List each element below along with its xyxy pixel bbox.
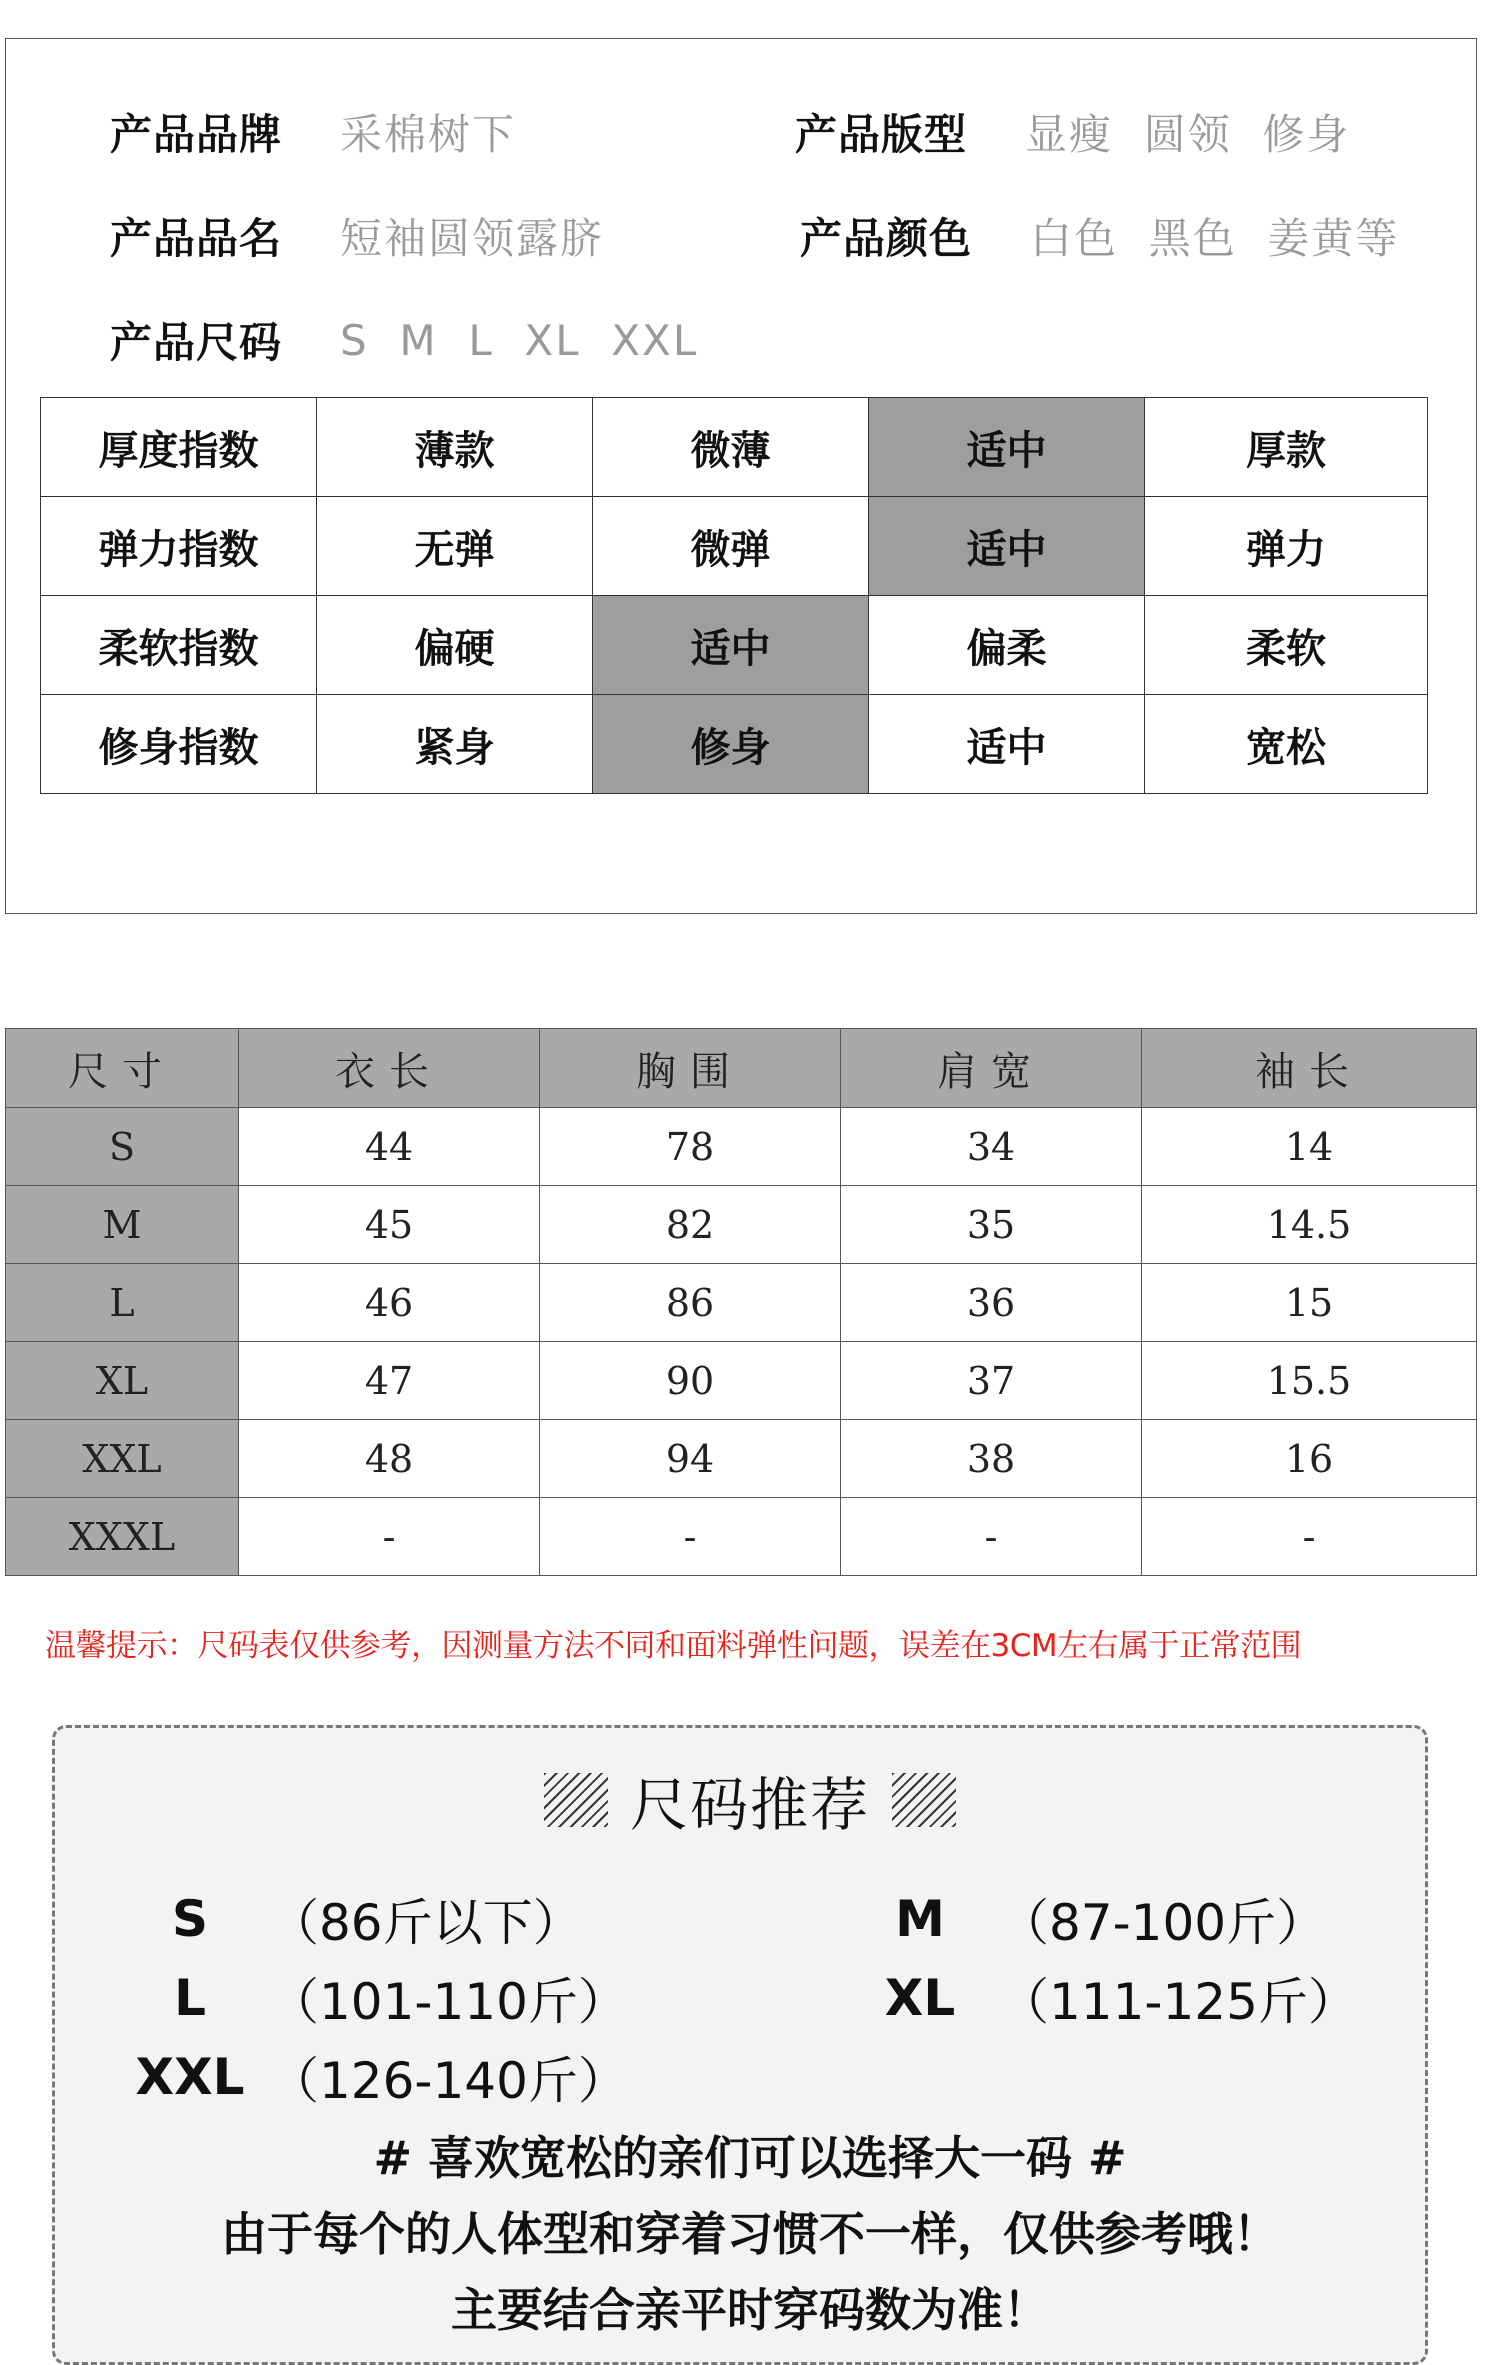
header-length: 衣长 [239,1029,540,1108]
rec-item-xl [855,1967,1358,2029]
size-tip: 温馨提示：尺码表仅供参考，因测量方法不同和面料弹性问题，误差在3CM左右属于正常范围 [45,1628,1302,1664]
size-name-cell: S [6,1108,239,1186]
size-row [6,1342,1477,1420]
measurement-cell: - [540,1498,841,1576]
measurement-cell: 16 [1142,1420,1477,1498]
measurement-cell: - [1142,1498,1477,1576]
recommendation-title-row [0,1760,1500,1840]
rec-size: L [174,1969,206,2027]
attribute-option: 厚款 [1145,398,1428,497]
attribute-row [41,695,1428,794]
fit-label: 产品版型 [795,110,968,159]
name-label: 产品品名 [110,214,283,263]
rec-size: S [171,1890,208,1948]
measurement-cell: 48 [239,1420,540,1498]
brand-row [110,102,516,162]
brand-value: 采棉树下 [340,110,517,159]
rec-item-s [125,1888,583,1950]
rec-range: （126-140斤） [269,2052,628,2110]
size-row [110,310,698,370]
attribute-row [41,497,1428,596]
attribute-table [40,397,1428,794]
attribute-option-selected: 适中 [593,596,869,695]
rec-item-xxl [125,2046,628,2108]
measurement-cell: 15.5 [1142,1342,1477,1420]
rec-size: M [895,1890,945,1948]
attribute-row [41,398,1428,497]
fit-value: 显瘦 圆领 修身 [1025,110,1351,159]
header-size: 尺寸 [6,1029,239,1108]
measurement-cell: - [239,1498,540,1576]
size-name-cell: L [6,1264,239,1342]
measurement-cell: 38 [841,1420,1142,1498]
attribute-option: 薄款 [317,398,593,497]
measurement-cell: 37 [841,1342,1142,1420]
size-label: 产品尺码 [110,318,283,367]
measurement-cell: 94 [540,1420,841,1498]
name-value: 短袖圆领露脐 [340,214,605,263]
measurement-cell: 82 [540,1186,841,1264]
attribute-label: 厚度指数 [41,398,317,497]
size-row [6,1186,1477,1264]
measurement-cell: 78 [540,1108,841,1186]
size-name-cell: XXL [6,1420,239,1498]
attribute-option: 弹力 [1145,497,1428,596]
size-row [6,1108,1477,1186]
color-value: 白色 黑色 姜黄等 [1030,214,1400,263]
name-row [110,206,604,266]
measurement-cell: 44 [239,1108,540,1186]
color-row [800,206,1399,266]
measurement-cell: 14 [1142,1108,1477,1186]
size-chart-header-row [6,1029,1477,1108]
rec-size: XXL [135,2048,245,2106]
size-value: S M L XL XXL [340,315,699,365]
measurement-cell: 47 [239,1342,540,1420]
size-row [6,1420,1477,1498]
rec-range: （87-100斤） [999,1894,1327,1952]
size-name-cell: XL [6,1342,239,1420]
measurement-cell: 36 [841,1264,1142,1342]
measurement-cell: 34 [841,1108,1142,1186]
measurement-cell: 14.5 [1142,1186,1477,1264]
rec-note-loose: # 喜欢宽松的亲们可以选择大一码 # [373,2131,1127,2185]
header-sleeve: 袖长 [1142,1029,1477,1108]
rec-note-disclaimer: 由于每个的人体型和穿着习惯不一样，仅供参考哦！ [221,2207,1279,2261]
measurement-cell: 86 [540,1264,841,1342]
rec-note-advice: 主要结合亲平时穿码数为准！ [451,2283,1049,2337]
brand-label: 产品品牌 [110,110,283,159]
size-row [6,1264,1477,1342]
attribute-option: 偏硬 [317,596,593,695]
attribute-option: 宽松 [1145,695,1428,794]
attribute-option: 适中 [869,695,1145,794]
rec-range: （86斤以下） [269,1894,583,1952]
measurement-cell: 90 [540,1342,841,1420]
attribute-option-selected: 适中 [869,497,1145,596]
hatch-decoration-icon [544,1773,608,1827]
size-name-cell: XXXL [6,1498,239,1576]
measurement-cell: 15 [1142,1264,1477,1342]
rec-size: XL [884,1969,956,2027]
color-label: 产品颜色 [800,214,973,263]
rec-range: （101-110斤） [269,1973,628,2031]
fit-row [795,102,1350,162]
size-name-cell: M [6,1186,239,1264]
attribute-option: 紧身 [317,695,593,794]
size-row [6,1498,1477,1576]
measurement-cell: 46 [239,1264,540,1342]
attribute-option: 微弹 [593,497,869,596]
measurement-cell: 45 [239,1186,540,1264]
attribute-row [41,596,1428,695]
hatch-decoration-icon [892,1773,956,1827]
attribute-option-selected: 修身 [593,695,869,794]
rec-item-l [125,1967,628,2029]
header-shoulder: 肩宽 [841,1029,1142,1108]
attribute-label: 柔软指数 [41,596,317,695]
rec-item-m [855,1888,1326,1950]
attribute-label: 弹力指数 [41,497,317,596]
recommendation-title: 尺码推荐 [629,1771,870,1839]
header-chest: 胸围 [540,1029,841,1108]
attribute-option: 微薄 [593,398,869,497]
measurement-cell: - [841,1498,1142,1576]
size-chart-table [5,1028,1477,1576]
attribute-option: 柔软 [1145,596,1428,695]
attribute-option-selected: 适中 [869,398,1145,497]
attribute-option: 无弹 [317,497,593,596]
attribute-option: 偏柔 [869,596,1145,695]
attribute-label: 修身指数 [41,695,317,794]
rec-range: （111-125斤） [999,1973,1358,2031]
measurement-cell: 35 [841,1186,1142,1264]
